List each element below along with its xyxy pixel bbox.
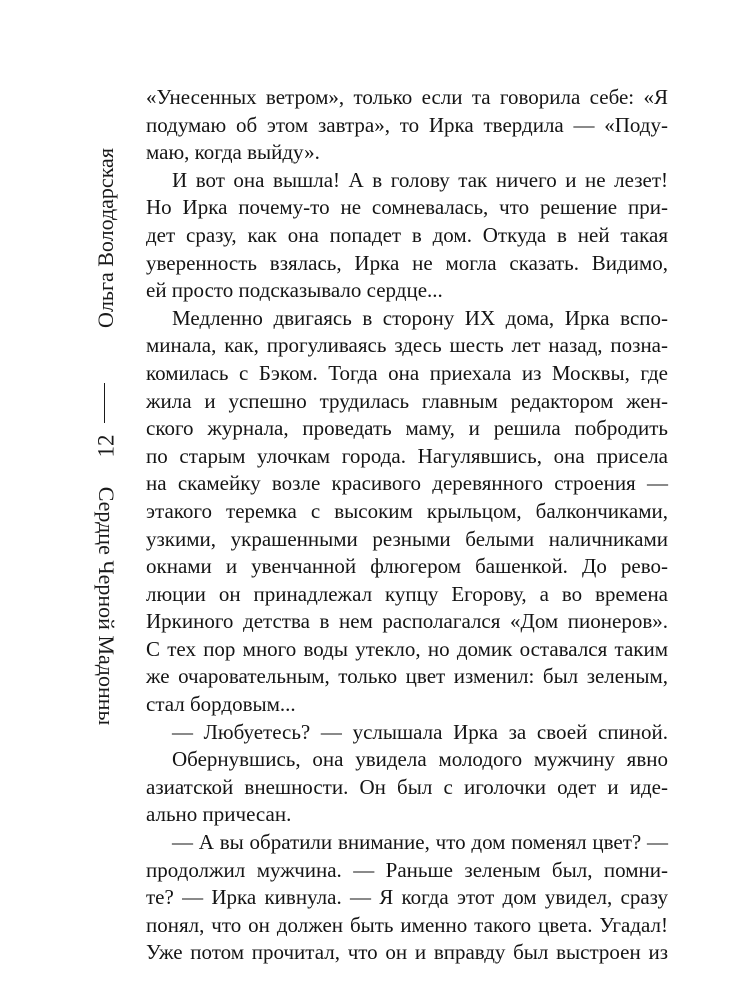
text-line: на скамейку возле красивого деревянного строения — [146,471,668,496]
body-text [146,84,668,967]
text-line: маю, когда выйду». [146,140,320,165]
text-line: комилась с Бэком. Тогда она приехала из Москвы, где [146,360,668,385]
text-line: продолжил мужчина. — Раньше зеленым был, помни- [146,857,668,882]
running-head [86,88,126,728]
text-line: этакого теремка с высоким крыльцом, балкончиками, [146,498,668,523]
text-line: «Унесенных ветром», только если та говорила себе: «Я [146,85,668,109]
book-title: Сердце Черной Мадонны [94,486,119,726]
text-line: по старым улочкам города. Нагулявшись, она присела [146,443,668,468]
text-line: понял, что он должен быть именно такого цвета. Угадал! [146,912,668,937]
text-line: Уже потом прочитал, что он и вправду был выстроен из [146,940,668,965]
text-line: ского журнала, проведать маму, и решила побродить [146,416,668,441]
text-line: ально причесан. [146,802,292,827]
text-line: те? — Ирка кивнула. — Я когда этот дом увидел, сразу [146,885,668,910]
text-line: дет сразу, как она попадет в дом. Откуда в ней такая [146,222,668,247]
text-line: Медленно двигаясь в сторону ИХ дома, Ирка вспо- [172,305,668,330]
text-line: же очаровательным, только цвет изменил: был зеленым, [146,664,668,689]
text-line: узкими, украшенными резными белыми наличниками [146,526,668,551]
text-line: С тех пор много воды утекло, но домик оставался таким [146,636,668,661]
text-line: Иркиного детства в нем располагался «Дом пионеров». [146,609,668,634]
text-line: люции он принадлежал купцу Егорову, а во времена [146,581,668,606]
author-name: Ольга Володарская [93,148,118,328]
text-line: окнами и увенчанной флюгером башенкой. До рево- [146,554,668,579]
text-line: подумаю об этом завтра», то Ирка твердила — «Поду- [146,112,668,137]
text-line: — Любуетесь? — услышала Ирка за своей спиной. [172,719,668,744]
running-head-divider [104,383,105,423]
page-number: 12 [93,434,119,458]
text-line: стал бордовым... [146,692,296,717]
text-line: — А вы обратили внимание, что дом поменял цвет? — [172,830,668,855]
text-line: азиатской внешности. Он был с иголочки одет и иде- [146,774,668,799]
text-line: И вот она вышла! А в голову так ничего и не лезет! [172,167,668,192]
text-line: Обернувшись, она увидела молодого мужчину явно [172,747,668,772]
text-line: минала, как, прогуливаясь здесь шесть лет назад, позна- [146,333,668,358]
text-line: Но Ирка почему-то не сомневалась, что решение при- [146,195,668,220]
text-line: жила и успешно трудилась главным редактором жен- [146,388,668,413]
text-line: уверенность взялась, Ирка не могла сказать. Видимо, [146,250,668,275]
text-line: ей просто подсказывало сердце... [146,278,443,303]
